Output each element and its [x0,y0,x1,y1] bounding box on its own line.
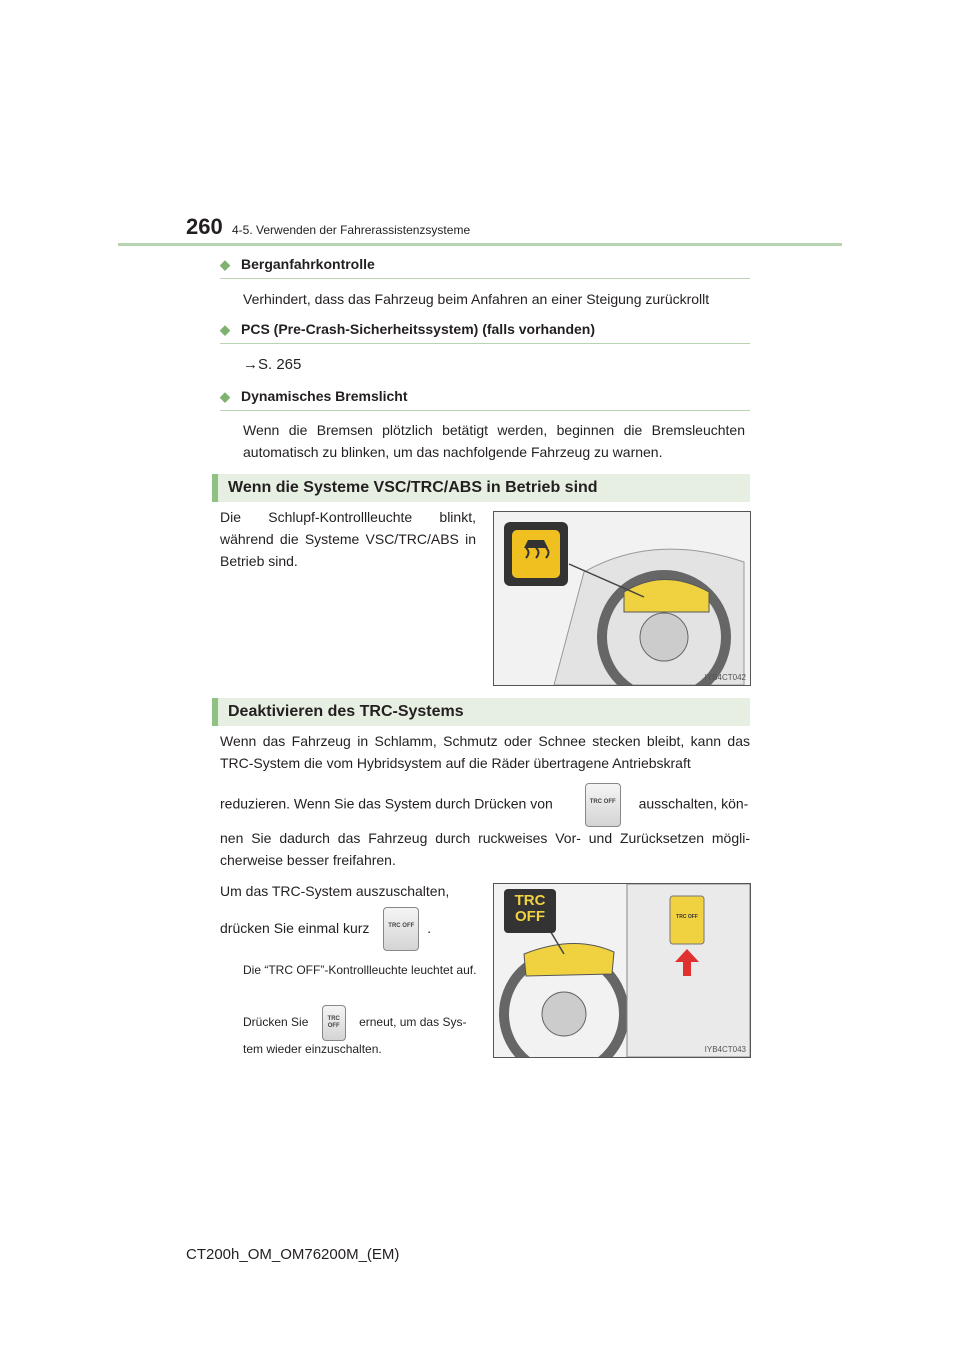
dashboard-drawing [494,512,750,685]
trc-text-2b: ausschalten, kön- [638,795,749,812]
section-title: 4-5. Verwenden der Fahrerassistenzsysteme [232,223,471,237]
trc-off-text-1: Um das TRC-System auszuschalten, [220,883,450,899]
subheading-pcs [220,321,750,344]
indicator-line-1: TRC [514,892,546,909]
diamond-icon: ◆ [220,389,230,404]
vsc-illustration [493,511,751,686]
image-code: IYB4CT043 [704,1045,746,1054]
section-heading-vsc: Wenn die Systeme VSC/TRC/ABS in Betrieb sind [212,474,750,502]
trc-off-switch-label: TRC OFF [676,914,698,920]
subheading-berganfahrkontrolle [220,256,750,279]
diamond-icon: ◆ [220,257,230,272]
note-2 [243,1003,479,1041]
vsc-text: Die Schlupf-Kontrollleuchte blinkt, während die Systeme VSC/TRC/ABS in Betrieb sind. [220,509,476,569]
indicator-line-2: OFF [515,908,545,925]
note-1: Die “TRC OFF”-Kontrollleuchte leuchtet auf. [243,963,477,977]
trc-off-button-icon: TRC OFF [322,1005,346,1041]
diamond-icon: ◆ [220,322,230,337]
item-text: Wenn die Bremsen plötzlich betätigt werden, beginnen die Bremsleuchten automatisch zu blinken, um das nachfolgende Fahrzeug zu warnen. [243,422,745,460]
trc-off-button-icon: TRC OFF [585,783,621,827]
trc-text-2a: reduzieren. Wenn Sie das System durch Drücken von [220,795,553,812]
section-heading-trc: Deaktivieren des TRC-Systems [212,698,750,726]
page-reference-link[interactable]: →S. 265 [243,356,302,373]
note-3: tem wieder einzuschalten. [243,1042,382,1056]
item-text: Verhindert, dass das Fahrzeug beim Anfahren an einer Steigung zurückrollt [243,291,710,307]
trc-off-text-2: drücken Sie einmal kurz TRC OFF . [220,904,478,952]
header-divider [118,243,842,246]
trc-off-button-icon: TRC OFF [383,907,419,951]
footer-code: CT200h_OM_OM76200M_(EM) [186,1246,400,1263]
image-code: IYB4CT042 [704,673,746,682]
note-2a: Drücken Sie [243,1015,309,1029]
page-number: 260 [186,214,223,239]
subheading-text: Berganfahrkontrolle [241,256,375,272]
trc-off-text-2a: drücken Sie einmal kurz [220,920,370,936]
subheading-text: Dynamisches Bremslicht [241,388,408,404]
trc-off-indicator [507,893,553,925]
subheading-bremslicht [220,388,750,411]
note-2b: erneut, um das Sys- [359,1015,467,1029]
trc-text-2 [220,783,750,827]
trc-text-3: nen Sie dadurch das Fahrzeug durch ruckweises Vor- und Zurücksetzen mögli-cherweise besser freifahren. [220,830,750,868]
subheading-text: PCS (Pre-Crash-Sicherheitssystem) (falls vorhanden) [241,321,595,337]
trc-illustration [493,883,751,1058]
trc-text-1: Wenn das Fahrzeug in Schlamm, Schmutz oder Schnee stecken bleibt, kann das TRC-System die vom Hybridsystem auf die Räder übertragene Antriebskraft [220,733,750,771]
